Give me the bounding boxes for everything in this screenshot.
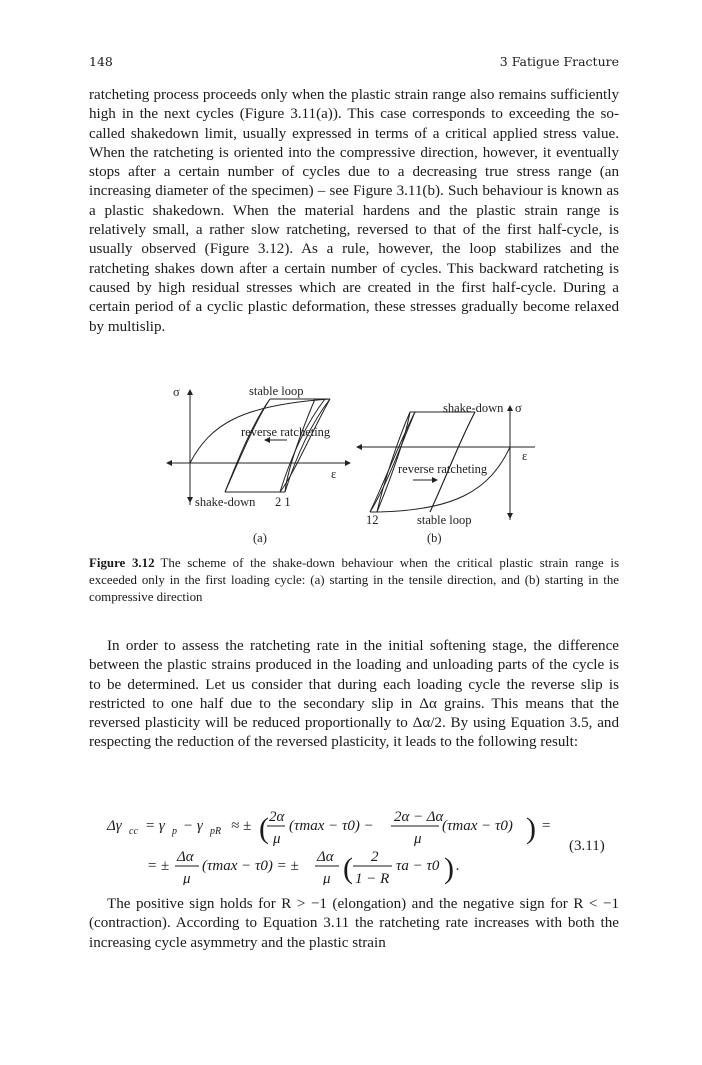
- svg-text:.: .: [456, 858, 460, 874]
- figure-caption: [89, 555, 619, 606]
- b-stable-loop-label: stable loop: [417, 513, 472, 527]
- svg-text:1 − R: 1 − R: [355, 871, 390, 885]
- svg-text:2α: 2α: [269, 809, 285, 825]
- paragraph-positive-sign: The positive sign holds for R > −1 (elongation) and the negative sign for R < −1 (contraction). According to Equation 3.11 the ratcheting rate increases with both the increasing cycle asymmetry and the plastic strain: [89, 896, 619, 951]
- equation-svg: [89, 805, 619, 885]
- a-sigma-label: σ: [173, 385, 180, 399]
- svg-text:=: =: [541, 818, 552, 834]
- figure-3-12: [165, 380, 565, 550]
- svg-text:2α − Δα: 2α − Δα: [394, 809, 444, 825]
- paragraph-ratcheting: ratcheting process proceeds only when the plastic strain range also remains sufficiently high in the next cycles (Figure 3.11(a)). This case corresponds to exceeding the so-called shakedown limit, usually expressed in terms of a critical applied stress value. When the ratcheting is oriented into the compressive direction, however, it eventually stops after a certain number of cycles due to a decreasing true stress range (an increasing diameter of the specimen) – see Figure 3.11(b). Such behaviour is known as a plastic shakedown. When the material hardens and the plastic strain range is relatively small, a rather slow ratcheting, reversed to that of the first half-cycle, is usually observed (Figure 3.12). As a rule, however, the loop stabilizes and the ratcheting shakes down after a certain number of cycles. This backward ratcheting is caused by high residual stresses which are created in the first half-cycle. During a certain period of a cyclic plastic deformation, these stresses gradually become relaxed by multislip.: [89, 87, 619, 335]
- svg-text:(: (: [259, 812, 269, 845]
- svg-text:τa − τ0: τa − τ0: [396, 858, 440, 874]
- svg-text:p: p: [172, 826, 177, 837]
- b-shake-down-label: shake-down: [443, 401, 504, 415]
- paragraph-ratcheting-rate: In order to assess the ratcheting rate in the initial softening stage, the difference between the plastic strains produced in the loading and unloading parts of the cycle is to be determined. Let us consider that during each loading cycle the reverse slip is restricted to one half due to the secondary slip in Δα grains. This means that the reversed plasticity will be reduced proportionally to Δα/2. By using Equation 3.5, and respecting the reduction of the reversed plasticity, it leads to the following result:: [89, 638, 619, 751]
- caption-label: Figure 3.12: [89, 556, 155, 570]
- a-cycle-numbers: 2 1: [275, 495, 291, 509]
- a-reverse-ratcheting-label: reverse ratcheting: [241, 425, 331, 439]
- svg-text:Δα: Δα: [317, 849, 334, 865]
- b-initial-loading: [370, 447, 510, 512]
- svg-text:≈ ±: ≈ ±: [231, 818, 252, 834]
- svg-text:= γ: = γ: [145, 818, 165, 834]
- svg-text:2: 2: [371, 849, 379, 865]
- svg-text:μ: μ: [414, 831, 422, 847]
- page-number: 148: [89, 54, 113, 69]
- svg-text:μ: μ: [183, 871, 191, 885]
- svg-text:μ: μ: [323, 871, 331, 885]
- figure-diagram: [165, 380, 565, 550]
- a-epsilon-label: ε: [331, 467, 337, 481]
- svg-text:Δα: Δα: [177, 849, 194, 865]
- svg-text:): ): [526, 812, 536, 845]
- caption-text: The scheme of the shake-down behaviour when the critical plastic strain range is exceeded only in the first loading cycle: (a) starting in the tensile direction, and (b) starting in the compressive direction: [89, 556, 619, 604]
- svg-text:= ±: = ±: [147, 858, 170, 874]
- svg-text:μ: μ: [273, 831, 281, 847]
- svg-text:(τmax − τ0) −: (τmax − τ0) −: [289, 818, 374, 834]
- equation-3-11: [89, 805, 619, 885]
- svg-text:(τmax − τ0): (τmax − τ0): [442, 818, 513, 834]
- eq-lhs: Δγ: [107, 818, 122, 834]
- b-sublabel: (b): [427, 531, 442, 545]
- b-epsilon-label: ε: [522, 449, 528, 463]
- b-sigma-label: σ: [515, 401, 522, 415]
- svg-text:): ): [444, 852, 454, 885]
- svg-text:− γ: − γ: [183, 818, 203, 834]
- svg-text:pR: pR: [210, 826, 222, 837]
- svg-text:(: (: [343, 852, 353, 885]
- b-cycle-numbers: 12: [366, 513, 379, 527]
- svg-text:cc: cc: [129, 826, 138, 837]
- a-sublabel: (a): [253, 531, 267, 545]
- a-stable-loop-label: stable loop: [249, 384, 304, 398]
- b-reverse-ratcheting-label: reverse ratcheting: [398, 462, 488, 476]
- svg-text:(τmax − τ0) = ±: (τmax − τ0) = ±: [202, 858, 299, 874]
- equation-number: (3.11): [569, 838, 605, 854]
- running-title: 3 Fatigue Fracture: [499, 54, 619, 69]
- a-shake-down-label: shake-down: [195, 495, 256, 509]
